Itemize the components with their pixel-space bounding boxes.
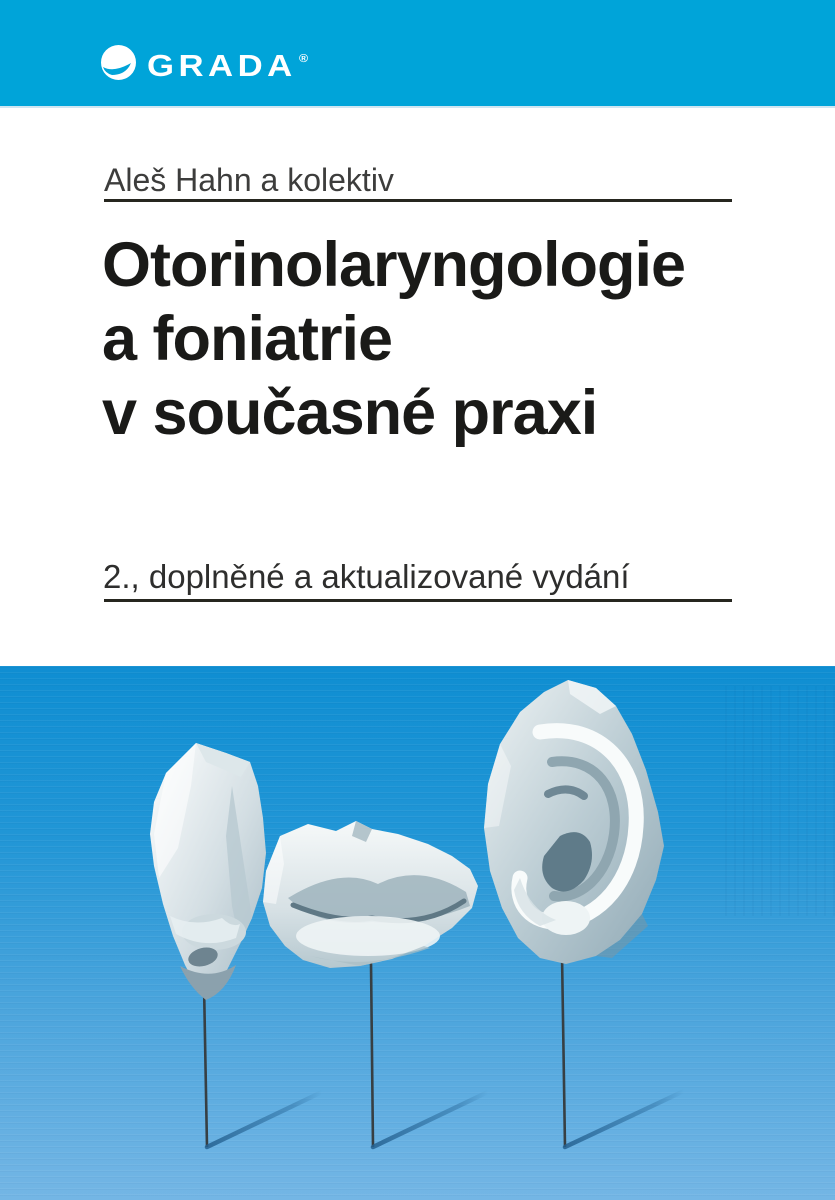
author-rule bbox=[104, 199, 732, 202]
cover-illustration bbox=[0, 666, 835, 1200]
edition-line: 2., doplněné a aktualizované vydání bbox=[103, 558, 630, 595]
title-line-3: v současné praxi bbox=[102, 378, 598, 448]
header-band bbox=[0, 0, 835, 108]
grada-logo bbox=[100, 42, 309, 83]
ear-stand-shadow bbox=[565, 1091, 684, 1147]
nose-stand-shadow bbox=[207, 1092, 322, 1147]
registered-mark: ® bbox=[298, 52, 309, 65]
lips-sculpture bbox=[263, 821, 478, 968]
grada-ball-icon bbox=[100, 44, 137, 81]
grada-logo-text bbox=[147, 41, 308, 84]
lips-stand bbox=[371, 962, 488, 1147]
ear-stand bbox=[562, 954, 684, 1147]
nose-stand bbox=[204, 984, 322, 1147]
title-line-2: a foniatrie bbox=[102, 304, 393, 374]
nose-sculpture bbox=[150, 743, 266, 1000]
author-line: Aleš Hahn a kolektiv bbox=[104, 162, 394, 198]
paint-streaks-texture bbox=[725, 686, 835, 916]
title-line-1: Otorinolaryngologie bbox=[102, 230, 686, 300]
grada-wordmark: GRADA bbox=[147, 47, 297, 83]
lips-stand-shadow bbox=[373, 1092, 488, 1147]
ear-sculpture bbox=[484, 680, 664, 964]
sculptures-artwork bbox=[0, 666, 835, 1200]
page-title bbox=[102, 228, 782, 450]
edition-rule bbox=[104, 599, 732, 602]
